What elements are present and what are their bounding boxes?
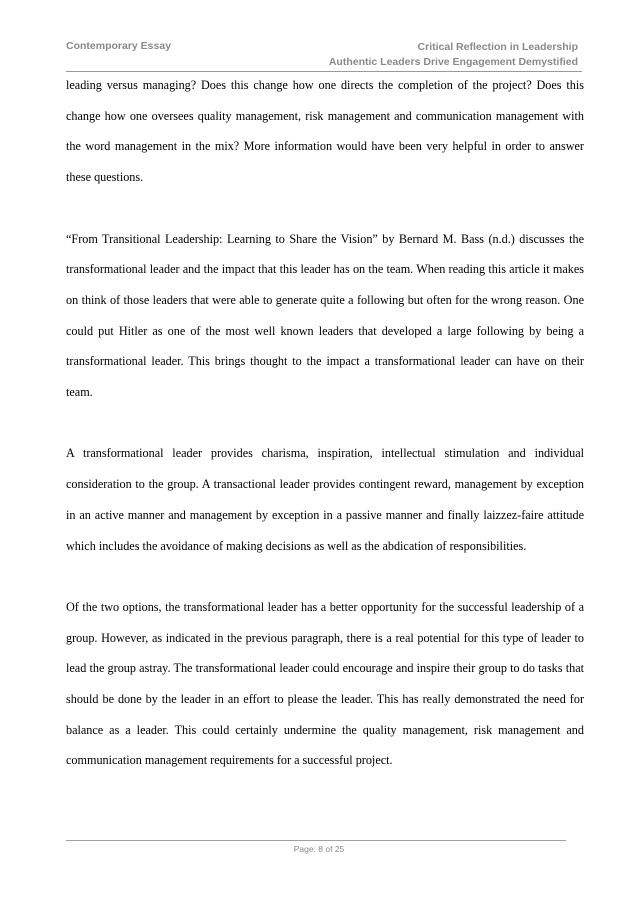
body-paragraph-4: Of the two options, the transformational leader has a better opportunity for the successful leadership of a group. However, as indicated in the previous paragraph, there is a real potential for this type of leader to lead the group astray. The transformational leader could encourage and inspire their group to do tasks that should be done by the leader in an effort to please the leader. This has really demonstrated the need for balance as a leader. This could certainly undermine the quality management, risk management and communication management requirements for a successful project. xyxy=(66,599,584,768)
body-paragraph-3: A transformational leader provides charisma, inspiration, intellectual stimulation and individual consideration to the group. A transactional leader provides contingent reward, management by exception in an active manner and management by exception in a passive manner and finally laizzez-faire attitude which includes the avoidance of making decisions as well as the abdication of responsibilities. xyxy=(66,446,584,553)
header-subtitle: Authentic Leaders Drive Engagement Demystified xyxy=(328,56,578,68)
body-paragraph-2: “From Transitional Leadership: Learning to Share the Vision” by Bernard M. Bass (n.d.) discusses the transformational leader and the impact that this leader has on the team. When reading this article it makes on think of those leaders that were able to generate quite a following but often for the wrong reason. One could put Hitler as one of the most well known leaders that developed a large following by being a transformational leader. This brings thought to the impact a transformational leader can have on their team. xyxy=(66,231,584,400)
page-number: Page: 8 of 25 xyxy=(293,844,345,854)
header-document-type: Contemporary Essay xyxy=(66,40,172,52)
header-title-block xyxy=(329,40,578,70)
page-body xyxy=(66,70,584,807)
page-header xyxy=(66,36,582,70)
header-title: Critical Reflection in Leadership xyxy=(417,41,578,53)
body-paragraph-1: leading versus managing? Does this change how one directs the completion of the project? Does this change how one oversees quality management, risk management and communication management with the word management in the mix? More information would have been very helpful in order to answer these questions. xyxy=(66,78,584,185)
footer-divider xyxy=(66,840,566,841)
